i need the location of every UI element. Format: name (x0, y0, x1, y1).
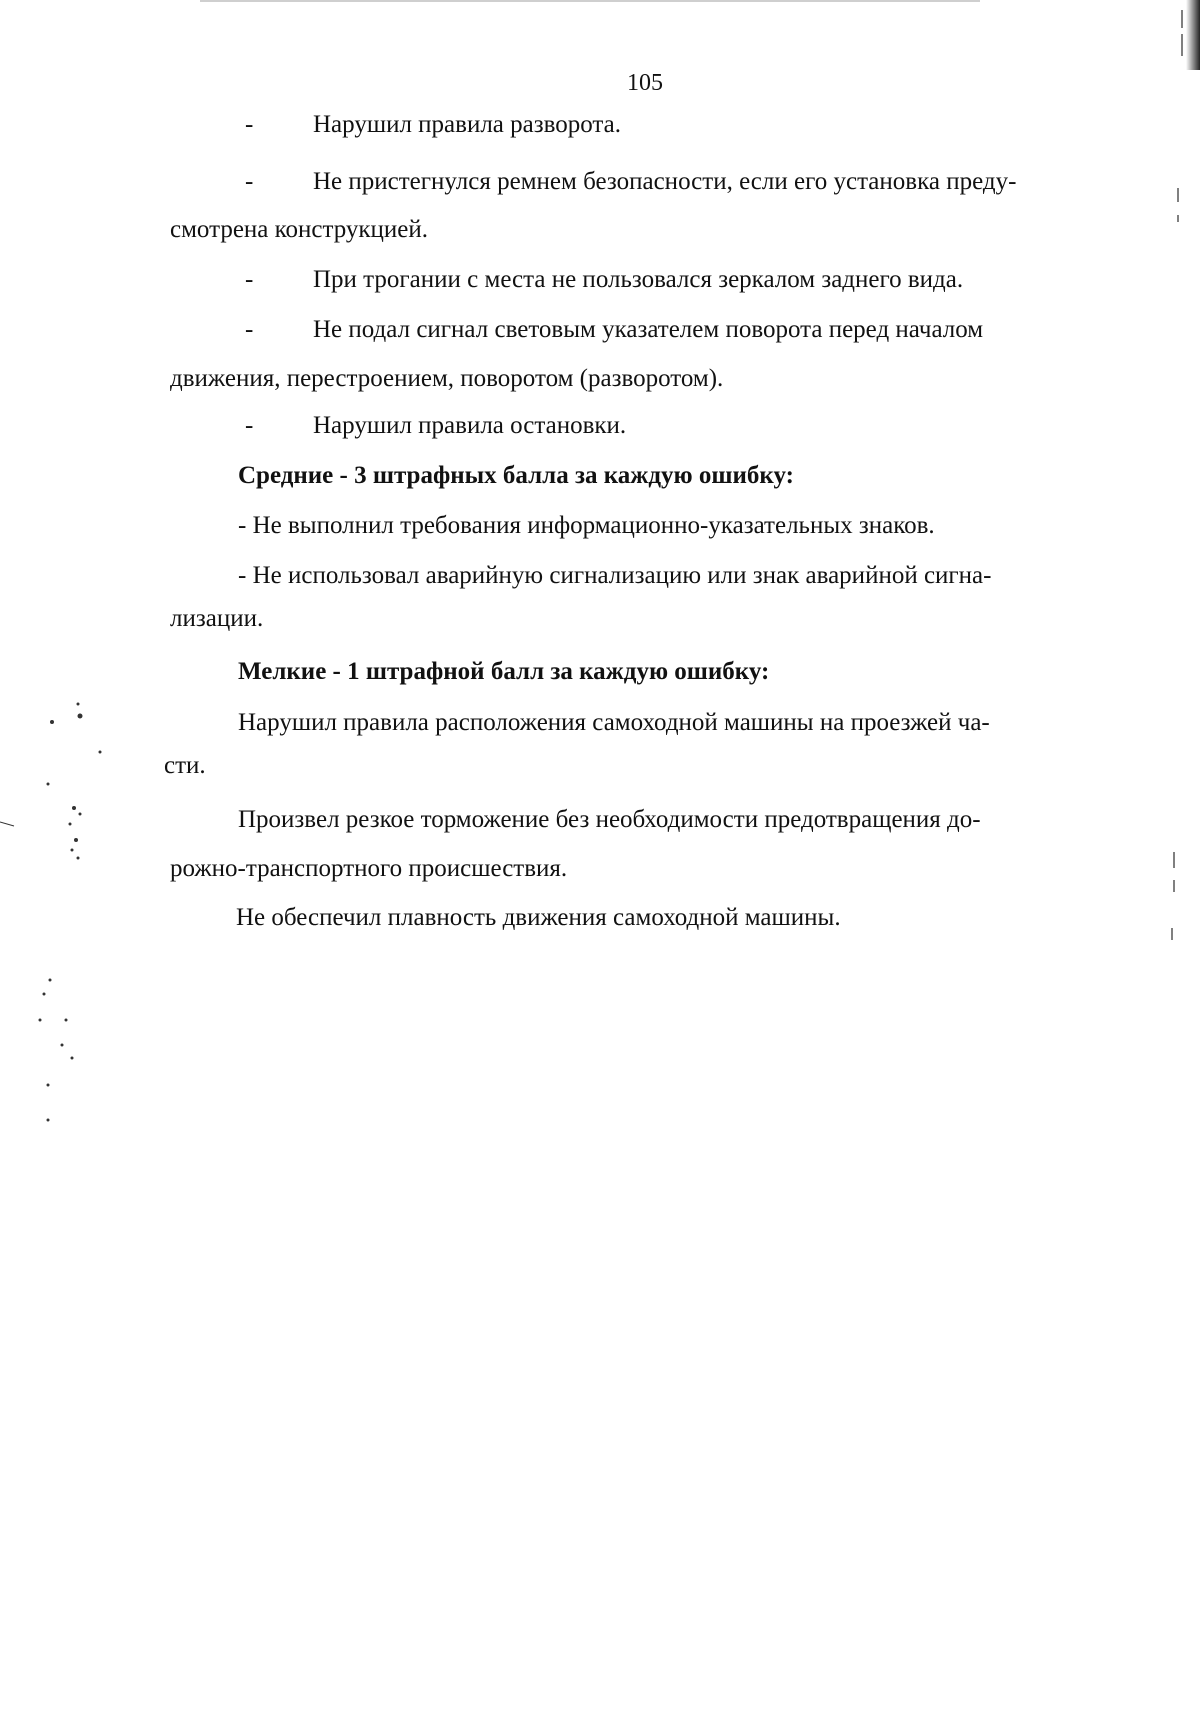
minor-item-continuation: рожно-транспортного происшествия. (170, 855, 568, 882)
minor-item-continuation: сти. (164, 752, 206, 779)
list-item-text: Нарушил правила разворота. (313, 111, 622, 138)
minor-item: Произвел резкое торможение без необходимости предотвращения до- (238, 806, 981, 833)
list-dash: - (245, 111, 254, 138)
list-item-text: При трогании с места не пользовался зеркалом заднего вида. (313, 266, 964, 293)
page-number: 105 (627, 70, 663, 96)
list-item-text: Не подал сигнал световым указателем поворота перед началом (313, 316, 984, 343)
medium-item: - Не использовал аварийную сигнализацию или знак аварийной сигна- (238, 562, 992, 589)
list-dash: - (245, 168, 254, 195)
minor-item: Не обеспечил плавность движения самоходной машины. (236, 904, 841, 931)
medium-item-continuation: лизации. (170, 605, 264, 632)
section-heading-medium: Средние - 3 штрафных балла за каждую ошибку: (238, 462, 794, 489)
scan-noise-right (1160, 0, 1200, 1711)
list-dash: - (245, 266, 254, 293)
scan-top-edge (200, 0, 980, 2)
medium-item: - Не выполнил требования информационно-указательных знаков. (238, 512, 935, 539)
scan-noise-left (0, 690, 120, 1170)
list-item-text: Нарушил правила остановки. (313, 412, 627, 439)
list-item-text: Не пристегнулся ремнем безопасности, если его установка преду- (313, 168, 1017, 195)
list-dash: - (245, 316, 254, 343)
list-dash: - (245, 412, 254, 439)
list-item-continuation: смотрена конструкцией. (170, 216, 429, 243)
section-heading-minor: Мелкие - 1 штрафной балл за каждую ошибку: (238, 658, 770, 685)
list-item-continuation: движения, перестроением, поворотом (разворотом). (170, 365, 724, 392)
minor-item: Нарушил правила расположения самоходной машины на проезжей ча- (238, 709, 990, 736)
